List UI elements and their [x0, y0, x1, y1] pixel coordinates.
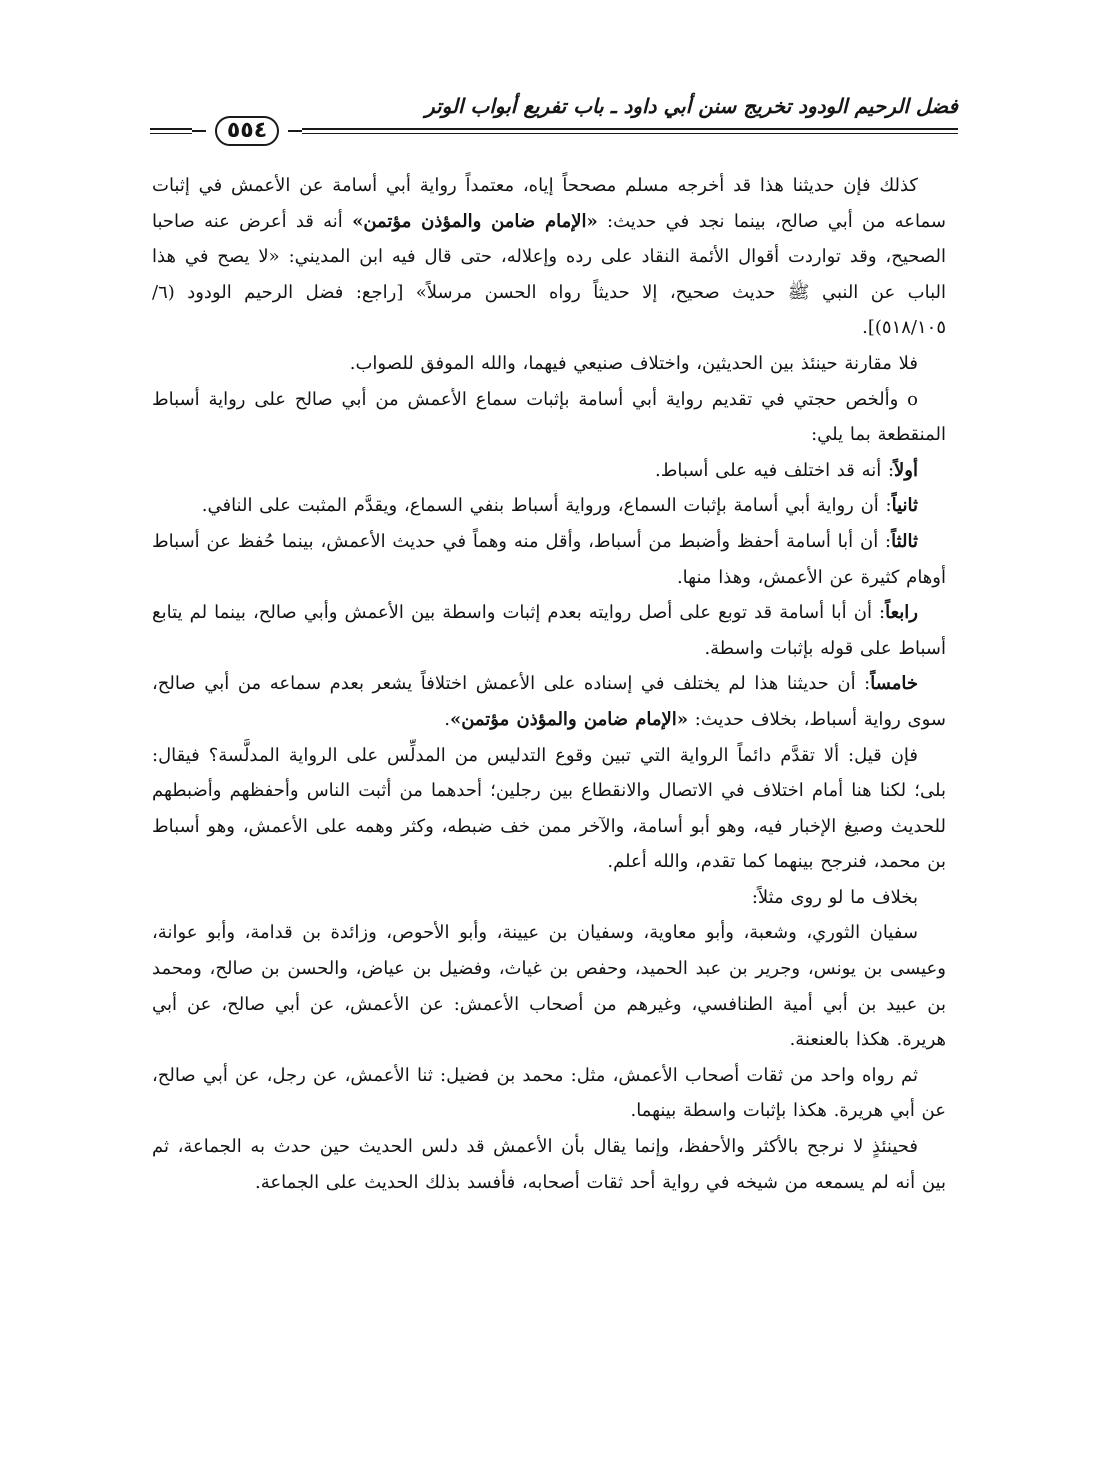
paragraph-text: فإن قيل: ألا تقدَّم دائماً الرواية التي تبين وقوع التدليس من المدلِّس على الرواية المدلَّسة؟ فيقال: بلى؛ لكنا هنا أمام اختلاف في الاتصال والانقطاع بين رجلين؛ أحدهما من أثبت الناس وأحفظهم وأضبطهم للحديث وصيغ الإخبار فيه، وهو أبو أسامة، والآخر ممن خف ضبطه، وكثر وهمه على الأعمش، وهو أسباط بن محمد، فنرجح بينهما كما تقدم، والله أعلم. [152, 744, 946, 873]
paragraph [152, 595, 946, 666]
paragraph-text: سفيان الثوري، وشعبة، وأبو معاوية، وسفيان بن عيينة، وأبو الأحوص، وزائدة بن قدامة، وأبو عوانة، وعيسى بن يونس، وجرير بن عبد الحميد، وحفص بن غياث، وفضيل بن عياض، والحسن بن صالح، ومحمد بن عبيد بن أبي أمية الطنافسي، وغيرهم من أصحاب الأعمش: عن الأعمش، عن أبي صالح، عن أبي هريرة. هكذا بالعنعنة. [152, 922, 946, 1051]
bold-term: رابعاً [885, 602, 918, 624]
paragraph [152, 346, 946, 382]
paragraph-text: فحينئذٍ لا نرجح بالأكثر والأحفظ، وإنما يقال بأن الأعمش قد دلس الحديث حين حدث به الجماعة، ثم بين أنه لم يسمعه من شيخه في رواية أحد ثقات أصحابه، فأفسد بذلك الحديث على الجماعة. [152, 1136, 946, 1193]
paragraph [152, 915, 946, 1057]
bold-term: خامساً [870, 673, 918, 695]
page-number-badge [192, 114, 302, 148]
paragraph [152, 666, 946, 737]
paragraph-text: أنه قد أعرض عنه صاحبا الصحيح، وقد تواردت أقوال الأئمة النقاد على رده وإعلاله، حتى قال فيه ابن المديني: «لا يصح في هذا الباب عن النبي ﷺ حديث صحيح، إلا حديثاً رواه الحسن مرسلاً» [راجع: فضل الرحيم الودود (٦/ ٥١٨/١٠٥)]. [152, 210, 947, 339]
body-text [152, 168, 946, 1200]
paragraph [152, 382, 946, 453]
bold-term: «الإمام ضامن والمؤذن مؤتمن» [352, 210, 598, 232]
paragraph [152, 488, 946, 524]
paragraph [152, 1129, 946, 1200]
paragraph-text: o وألخص حجتي في تقديم رواية أبي أسامة بإثبات سماع الأعمش من أبي صالح على رواية أسباط المنقطعة بما يلي: [152, 388, 946, 446]
page-header [150, 92, 958, 148]
paragraph [152, 453, 946, 489]
paragraph-text: ثم رواه واحد من ثقات أصحاب الأعمش، مثل: محمد بن فضيل: ثنا الأعمش، عن رجل، عن أبي صالح، عن أبي هريرة. هكذا بإثبات واسطة بينهما. [152, 1064, 946, 1122]
paragraph [152, 880, 946, 916]
paragraph-text: : أنه قد اختلف فيه على أسباط. [655, 459, 895, 481]
paragraph-text: كذلك فإن حديثنا هذا قد أخرجه مسلم مصححاً إياه، معتمداً رواية أبي أسامة عن الأعمش في إثبات سماعه من أبي صالح، بينما نجد في حديث: [152, 175, 947, 232]
paragraph-text: فلا مقارنة حينئذ بين الحديثين، واختلاف صنيعي فيهما، والله الموفق للصواب. [349, 352, 918, 374]
bold-term: ثالثاً [891, 530, 918, 552]
bold-term: ثانياً [891, 495, 918, 517]
paragraph-text: : أن أبا أسامة أحفظ وأضبط من أسباط، وأقل منه وهماً في حديث الأعمش، بينما حُفظ عن أسباط أوهام كثيرة عن الأعمش، وهذا منها. [152, 530, 946, 588]
paragraph-text: . [444, 708, 450, 730]
paragraph [152, 524, 946, 595]
badge-ornament-left [192, 130, 206, 132]
paragraph-text: : أن رواية أبي أسامة بإثبات السماع، ورواية أسباط بنفي السماع، ويقدَّم المثبت على النافي. [201, 495, 892, 517]
badge-ornament-right [288, 130, 302, 132]
running-title: فضل الرحيم الودود تخريج سنن أبي داود ـ باب تفريع أبواب الوتر [424, 94, 958, 118]
page-number: ٥٥٤ [215, 116, 279, 146]
bold-term: «الإمام ضامن والمؤذن مؤتمن» [449, 708, 689, 730]
paragraph [152, 738, 946, 880]
paragraph-text: : أن أبا أسامة قد توبع على أصل روايته بعدم إثبات واسطة بين الأعمش وأبي صالح، بينما لم يتابع أسباط على قوله بإثبات واسطة. [152, 602, 946, 659]
paragraph [152, 1058, 946, 1129]
bold-term: أولاً [894, 459, 918, 481]
paragraph-text: بخلاف ما لو روى مثلاً: [751, 886, 918, 908]
paragraph [152, 168, 946, 346]
paragraph-text: : أن حديثنا هذا لم يختلف في إسناده على الأعمش اختلافاً يشعر بعدم سماعه من أبي صالح، سوى رواية أسباط، بخلاف حديث: [152, 673, 946, 730]
